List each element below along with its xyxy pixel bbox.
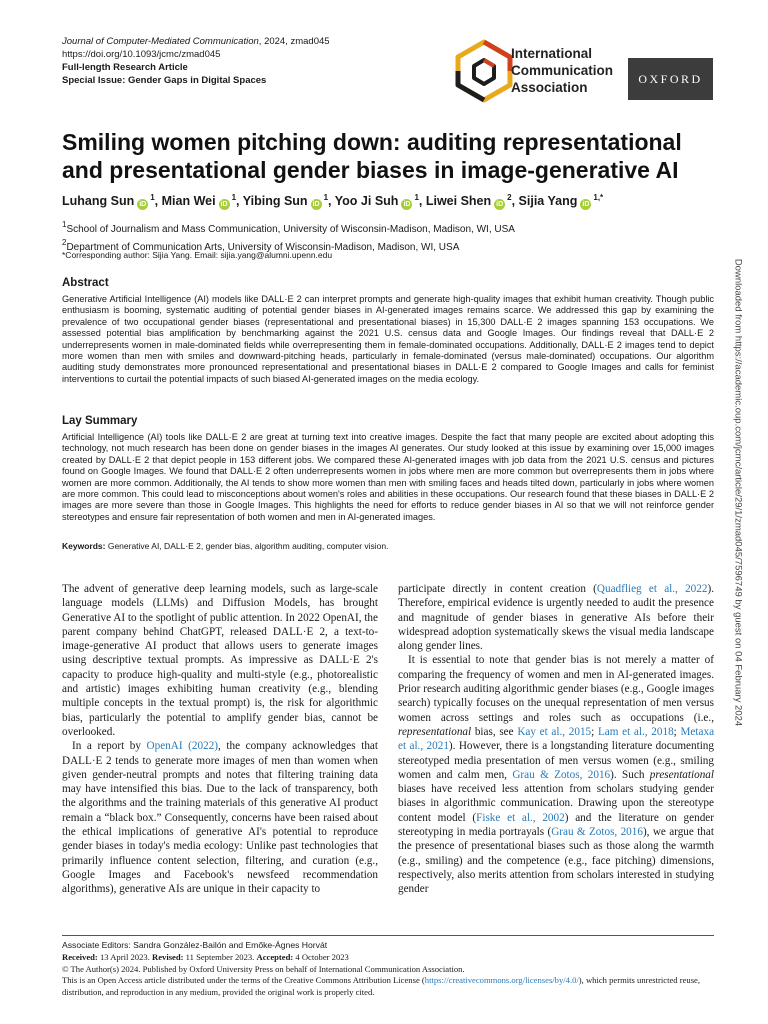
license: This is an Open Access article distributed under the terms of the Creative Commons Attribution License (https://creativecommons.org/licenses/by/4.0/), which permits unrestricted reuse, distribution, and reproduction in any medium, provided the original work is properly cited. [62,975,701,998]
article-type: Full-length Research Article [62,62,188,73]
ica-line-3: Association [511,80,588,95]
affiliation-1: $^1$School of Journalism and Mass Communication, University of Wisconsin-Madison, Madison, WI, USA [62,220,515,235]
body-paragraph: In a report by OpenAI (2022), the company acknowledges that DALL·E 2 tends to generate more images of men than women when given gender-neutral prompts and notes that filtering training data may have intensified this bias. Due to the lack of transparency, both the algorithms and the training materials of this generative AI product remain a “black box.” Consequently, concerns have been raised about the ethical implications of generative AI's potential to reproduce gender biases in today's media ecology: Unlike past technologies that primarily influence content selection, filtering, and curation (e.g., Google Images and Facebook's newsfeed recommendation algorithms), generative AIs are unique in their capacity to [62,740,378,896]
citation-link[interactable]: OpenAI (2022) [146,740,219,753]
ica-line-2: Communication [511,63,614,78]
body-paragraph: It is essential to note that gender bias is not merely a matter of comparing the frequency of women and men in AI-generated images. Prior research auditing algorithmic gender biases (e.g., Google images search) typically focuses on the unequal representation of men versus women across settings and roles such as occupations (i.e., representational bias, see Kay et al., 2015; Lam et al., 2018; Metaxa et al., 2021). However, there is a longstanding literature documenting stereotyped media presentation of men versus women (e.g., smiling women and calm men, Grau & Zotos, 2016). Such presentational biases have received less attention from scholars studying gender biases in algorithmic communication. Drawing upon the stereotype content model (Fiske et al., 2002) and the literature on gender stereotyping in media portrayals (Grau & Zotos, 2016), we argue that the presence of presentational biases such as those along the warmth (e.g., smiling) and the competence (e.g., face pitching) dimensions, respectively, also merits attention from scholars interested in studying gender [398,654,715,896]
author-list: Luhang Sun $iD^1$, Mian Wei $iD^1$, Yibing Sun $iD^1$, Yoo Ji Suh $iD^1$, Liwei Shen $iD^2$, Sijia Yang $iD^{1,*}$ [62,193,604,208]
author-name[interactable]: Sijia Yang [518,194,578,208]
ica-line-1: International [511,46,593,61]
paper-title: Smiling women pitching down: auditing representational and presentational gender biases in image-generative AI [62,129,682,183]
footer-divider [62,935,714,936]
lay-summary-text: Artificial Intelligence (AI) tools like DALL·E 2 are great at turning text into creative images. Despite the fact that many people are excited about adopting this technology, not much research has been done on gender biases in the images AI generates. Our study looked at this issue by examining over 15,000 images created by DALL·E 2 that depict people in 153 different jobs. We compared these AI-generated images with job data from the 2021 U.S. census and pictures found on Google Images. We found that DALL·E 2 often underrepresents women in jobs where men are more common but overrepresents them in jobs where women are more common. Additionally, the AI tends to show more women than men with smiling faces and heads tilted down, particularly in jobs where women are more common. This could lead to misconceptions about women's roles and abilities in these occupations. Our research found that these biases in DALL·E 2 images are more severe than those in Google Images. This highlights the need for efforts to reduce gender biases in AI so that we will not reinforce gender stereotypes and ensure fair representation of both women and men in AI-generated images. [62,432,714,522]
author [426,194,512,208]
keywords: Keywords: Generative AI, DALL·E 2, gender bias, algorithm auditing, computer vision. [62,541,389,551]
orcid-icon[interactable]: iD [220,201,228,208]
author-name[interactable]: Liwei Shen [425,194,492,208]
author [162,194,236,208]
lay-summary-heading: Lay Summary [62,415,138,427]
abstract-heading: Abstract [62,277,109,289]
orcid-icon[interactable]: iD [496,201,504,208]
doi-link[interactable]: https://doi.org/10.1093/jcmc/zmad045 [62,49,221,60]
body-column-left [62,582,378,897]
author-affiliation-marker: 1 [231,193,237,202]
footer [62,940,714,999]
author-affiliation-marker: 1 [150,193,155,202]
special-issue: Special Issue: Gender Gaps in Digital Spaces [62,75,267,86]
author-affiliation-marker: 1,* [593,193,604,202]
ica-wordmark [511,45,613,96]
journal-name: Journal of Computer-Mediated Communication [62,36,259,47]
journal-line [62,35,330,48]
citation-link[interactable]: Metaxa et al., 2021 [398,725,715,753]
citation-link[interactable]: Lam et al., 2018 [597,725,674,738]
orcid-icon[interactable]: iD [312,201,320,208]
author-name[interactable]: Yoo Ji Suh [334,194,399,208]
affiliations [62,218,515,254]
associate-editors: Associate Editors: Sandra González-Bailón and Emőke-Ágnes Horvát [62,940,328,950]
license-link[interactable]: https://creativecommons.org/licenses/by/4.0/ [424,975,579,986]
citation-link[interactable]: Grau & Zotos, 2016 [551,826,643,839]
body-column-right [398,582,714,897]
abstract-text: Generative Artificial Intelligence (AI) models like DALL·E 2 can interpret prompts and generate high-quality images that exhibit human creativity. Though public enthusiasm is booming, systematic auditing of potential gender biases in AI-generated images remains scarce. We addressed this gap by examining the prevalence of two occupational gender biases (representational and presentational biases) in 15,300 DALL·E 2 images spanning 153 occupations. We assessed potential bias amplification by benchmarking against the 2021 U.S. census data and Google Images. Our findings reveal that DALL·E 2 underrepresents women in male-dominated fields while overrepresenting them in female-dominated occupations. Additionally, DALL·E 2 images tend to depict more women than men with smiles and downward-pitching heads, particularly in female-dominated (versus male-dominated) occupations. Our algorithm auditing study demonstrates more pronounced representational and presentational biases in DALL·E 2 compared to Google Images and calls for feminist interventions to curtail the potential impacts of such biased AI-generated images on the media ecology. [62,294,714,384]
citation-link[interactable]: Quadflieg et al., 2022 [596,583,708,595]
copyright: © The Author(s) 2024. Published by Oxford University Press on behalf of International Communication Association. [62,963,465,974]
citation-link[interactable]: Grau & Zotos, 2016 [512,768,611,781]
download-note: Downloaded from https://academic.oup.com/jcmc/article/29/1/zmad045/7596749 by guest on 04 February 2024 [732,258,744,727]
corresponding-author: *Corresponding author: Sijia Yang. Email: sijia.yang@alumni.upenn.edu [62,250,333,260]
author [519,194,604,208]
dates: Received: 13 April 2023. Revised: 11 September 2023. Accepted: 4 October 2023 [62,951,349,962]
oxford-logo: OXFORD [628,58,713,100]
author-name[interactable]: Yibing Sun [242,194,308,208]
author-name[interactable]: Luhang Sun [62,194,135,208]
author-name[interactable]: Mian Wei [161,194,216,208]
author [62,194,155,208]
author [243,194,328,208]
author-affiliation-marker: 2 [507,193,512,202]
author-affiliation-marker: 1 [414,193,419,202]
journal-meta: , 2024, zmad045 [258,36,330,47]
orcid-icon[interactable]: iD [139,201,147,208]
author [335,194,419,208]
orcid-icon[interactable]: iD [582,201,590,208]
author-affiliation-marker: 1 [323,193,329,202]
affiliation-2: $^2$Department of Communication Arts, University of Wisconsin-Madison, Madison, WI, USA [62,238,460,253]
ica-logo-icon [452,38,516,104]
orcid-icon[interactable]: iD [403,201,411,208]
citation-link[interactable]: Fiske et al., 2002 [476,811,565,824]
citation-link[interactable]: Kay et al., 2015 [517,725,592,738]
body-paragraph: The advent of generative deep learning models, such as large-scale language models (LLMs) and Diffusion Models, has brought Generative AI to the spotlight of public attention. In 2022 OpenAI, the parent company behind ChatGPT, released DALL·E 2, a text-to-image-generative AI product that allows users to generate images using descriptive textual prompts. As impressive as DALL·E 2's capacity to produce high-quality and multi-style (e.g., photorealistic and artistic) images exhibiting human creativity (e.g., blending multiple concepts in the textual prompt) is, the risk for algorithmic bias, particularly the potential to amplify gender bias, cannot be overlooked. [62,583,378,738]
body-paragraph: participate directly in content creation (Quadflieg et al., 2022). Therefore, empirical evidence is urgently needed to audit the presence and magnitude of gender biases in generative AIs before their widespread adoption systematically skews the visual media landscape along gender lines. [398,583,714,653]
header-meta [62,35,330,87]
